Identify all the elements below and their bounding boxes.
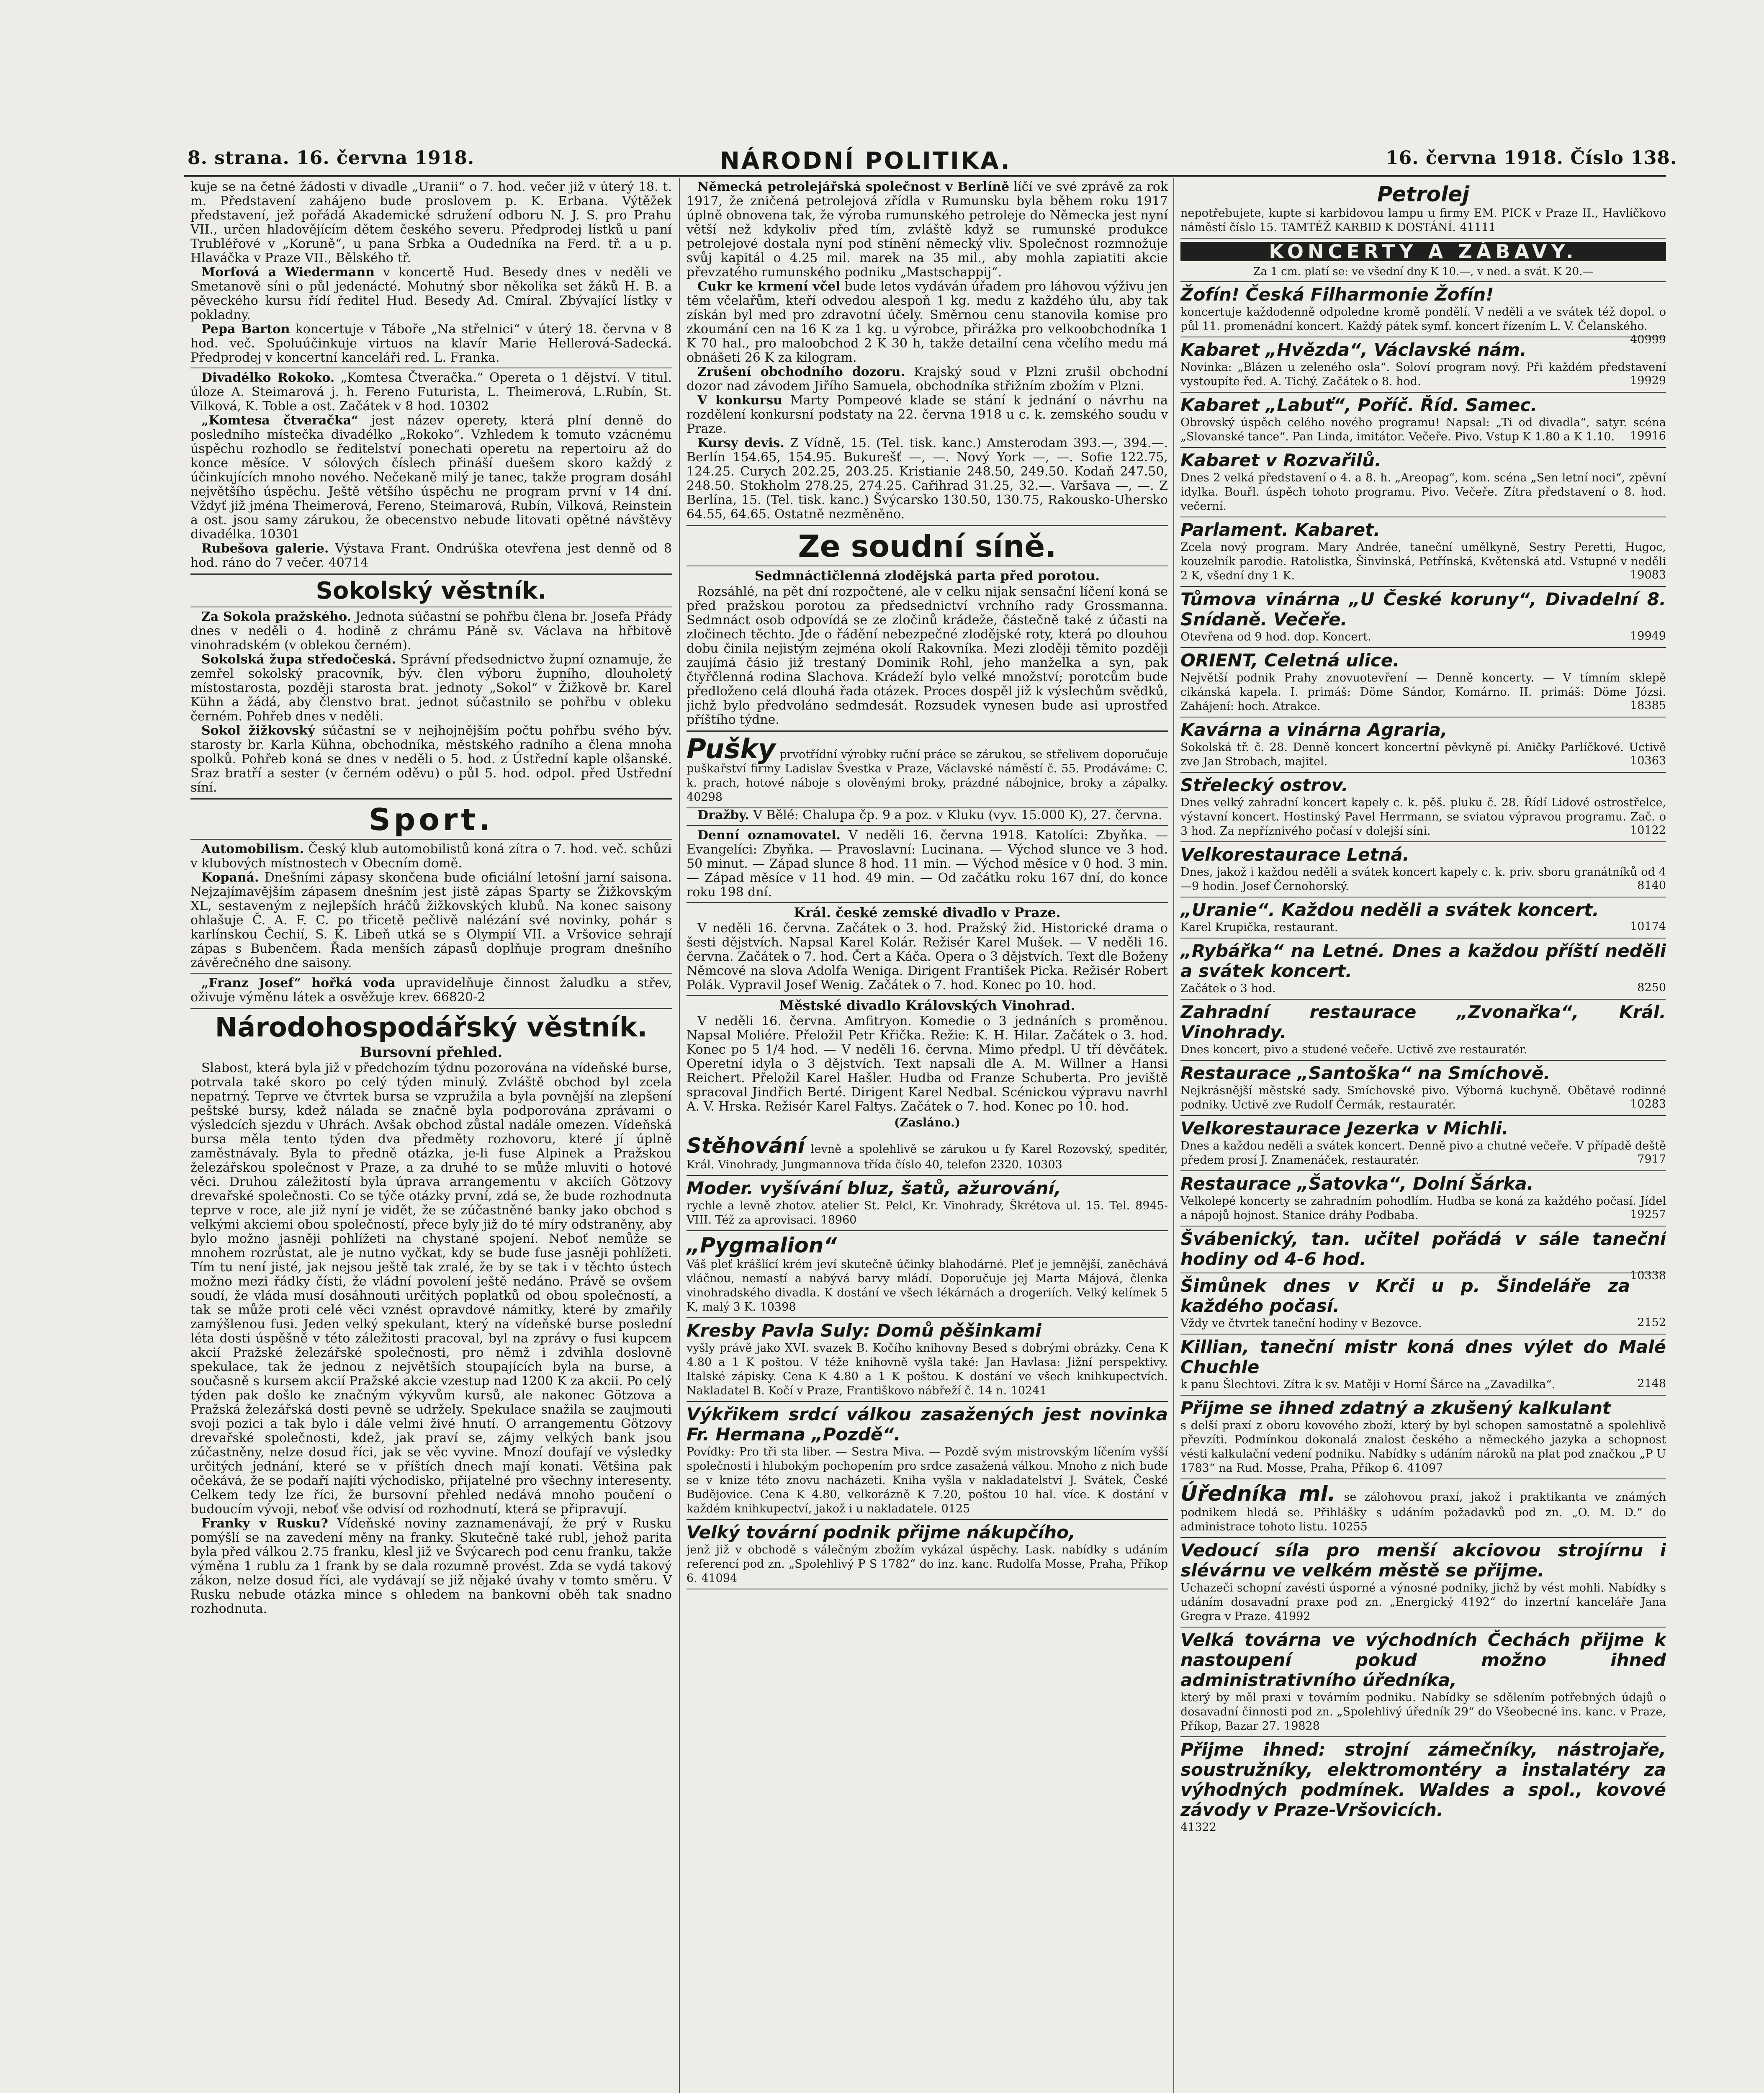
ad-heading: Přijme se ihned zdatný a zkušený kalkulant (1180, 1398, 1611, 1418)
article-text: Správní předsednictvo župní oznamuje, že zemřel sokolský pracovník, býv. člen výboru župního, dlouholetý místostarosta, později starosta brat. jednoty „Sokol“ v Žižkově br. Karel Kühn a žádá, aby členstvo brat. jednot súčastnilo se pohřbu v obleku černém. Pohřeb dnes v neděli. (190, 652, 672, 724)
ad-text: prvotřídní výrobky ruční práce se zárukou, se střelivem doporučuje puškařství firmy Ladislav Švestka v Praze, Václavské náměstí č. 55. Prodáváme: C. k. prach, hotové náboje s olověnými broky, prázdné nábojnice, broky a zápalky. (687, 748, 1168, 789)
ad-heading: Restaurace „Šatovka“, Dolní Šárka. (1180, 1173, 1534, 1194)
ad-text: se zálohovou praxí, jakož i praktikanta ve známých podnikem hledá se. Přihlášky s udáním požadavků pod zn. „O. M. D.“ do administrace tohoto listu. (1180, 1491, 1666, 1533)
ad-text: vyšly právě jako XVI. svazek B. Kočího knihovny Besed s dobrými obrázky. Cena K 4.80 a 1 K poštou. V téže knihovně vyšla také: Jan Havlasa: Jižní perspektivy. Italské zápisky. Cena K 4.80 a 1 K poštou. K dostání ve všech knihkupectvích. Nakladatel B. Kočí v Praze, Františkovo nábřeží č. 14 n. (687, 1342, 1168, 1397)
article (190, 414, 672, 542)
column-1 (190, 180, 672, 2093)
ad-text: Dnes, jakož i každou neděli a svátek koncert kapely c. k. priv. sboru granátníků od 4—9 hodin. Josef Černohorský. (1180, 866, 1666, 893)
article-title: Král. české zemské divadlo v Praze. (794, 905, 1061, 921)
ad-block (687, 735, 1168, 808)
article-title: Za Sokola pražského. (201, 609, 352, 624)
article (687, 436, 1168, 522)
article (190, 1517, 672, 1616)
article (687, 180, 1168, 280)
ad-heading: Tůmova vinárna „U České koruny“, Divadelní 8. Snídaně. Večeře. (1180, 589, 1666, 630)
ad-text: Sokolská tř. č. 28. Denně koncert koncertní pěvkyně pí. Aničky Parlíčkové. Uctivě zve Jan Strobach, majitel. (1180, 741, 1666, 768)
ad-text: Začátek o 3 hod. (1180, 982, 1276, 995)
ad-block (1180, 1479, 1666, 1538)
article (687, 828, 1168, 900)
article-text: upravidelňuje činnost žaludku a střev, oživuje výměnu látek a osvěžuje krev. (190, 976, 672, 1005)
article-title: Německá petrolejářská společnost v Berlíně (697, 180, 1010, 194)
divider (687, 730, 1168, 732)
ad-heading: Kabaret v Rozvařilů. (1180, 450, 1381, 471)
article-text: súčastní se v nejhojnějším počtu pohřbu svého býv. starosty br. Karla Kühna, obchodníka, městského radního a člena mnoha spolků. Pohřeb koná se dnes v neděli o 5. hod. z Ústřední kaple olšanské. Sraz bratří a sester (v černém oděvu) o půl 5. hod. odpol. před Ústřední síní. (190, 723, 672, 795)
article-text: Krajský soud v Plzni zrušil obchodní dozor nad závodem Jiřího Samuela, obchodníka střižním zbožím v Plzni. (687, 365, 1168, 393)
divider (687, 902, 1168, 903)
article-text: Český klub automobilistů koná zítra o 7. hod. več. schůzi v klubových místnostech v Obecním domě. (190, 842, 672, 871)
article-title: „Komtesa čtveračka“ (201, 413, 359, 428)
article-text: v koncertě Hud. Besedy dnes v neděli ve Smetanově síni o půl jedenácté. Mohutný sbor několika set žáků H. B. a pěveckého kursu řídí ředitel Hud. Besedy Ad. Cmíral. Zbývající lístky v pokladny. (190, 265, 672, 322)
concert-ad (1180, 648, 1666, 717)
divider (190, 798, 672, 800)
ad-heading: ORIENT, Celetná ulice. (1180, 650, 1400, 671)
article-text: V neděli 16. června. Amfitryon. Komedie o 3 jednáních s proměnou. Napsal Moliére. Přeložil Petr Křička. Režie: K. H. Hilar. Začátek o 3. hod. Konec po 5 1/4 hod. — V neděli 16. června. Mimo předpl. U tří děvčátek. Operetní idyla o 3 dějstvích. Text napsali dle A. M. Willner a Hansi Reichert. Přeložil Karel Hašler. Hudba od Franze Schuberta. Pro jeviště spracoval Jindřich Berté. Dirigent Karel Nedbal. Scénickou výpravu navrhl A. V. Hrska. Režisér Karel Faltys. Začátek o 7. hod. Konec po 10. hod. (687, 1014, 1168, 1114)
section-banner-concerts: KONCERTY A ZÁBAVY. (1180, 242, 1666, 261)
ad-heading: Velká továrna ve východních Čechách přijme k nastoupení pokud možno ihned administrativního úředníka, (1180, 1630, 1666, 1690)
ad-code: 10241 (1011, 1384, 1047, 1397)
divider (190, 573, 672, 575)
ad-code: 10363 (1630, 754, 1666, 767)
ad-text: Vždy ve čtvrtek taneční hodiny v Bezovce. (1180, 1317, 1422, 1330)
ad-text: Povídky: Pro tři sta liber. — Sestra Miva. — Pozdě svým mistrovským líčením vyšší společnosti i hlubokým pochopením pro srdce zasažená válkou. Mnoho z nich bude se v knize této znovu nacházeti. Kniha vyšla v nakladatelství J. Svátek, České Budějovice. Cena K 4.80, velkorázně K 7.20, poštou 10 hal. více. K dostání v každém knihkupectví, jakož i u nakladatele. (687, 1445, 1168, 1515)
article-title: Pepa Barton (201, 322, 290, 337)
concert-ad (1180, 1171, 1666, 1226)
ad-text: jenž již v obchodě s válečným zbožím vykázal úspěchy. Lask. nabídky s udáním referencí pod zn. „Spolehlivý P S 1782“ do inz. kanc. Rudolfa Mosse, Praha, Příkop 6. (687, 1543, 1168, 1585)
article-text: Jednota súčastní se pohřbu člena br. Josefa Přády dnes v neděli o 4. hodině z chrámu Páně sv. Václava na hřbitově vinohradském (v oblekou černém). (190, 609, 672, 653)
ad-text: Karel Krupička, restaurant. (1180, 921, 1338, 934)
ad-text: Nejkrásnější městské sady. Smíchovské pivo. Výborná kuchyně. Obětavé rodinné podniky. Uctivě zve Rudolf Čermák, restauratér. (1180, 1084, 1666, 1111)
concert-ad (1180, 1334, 1666, 1396)
ad-code: 19929 (1630, 374, 1666, 387)
ad-code: 2152 (1637, 1316, 1666, 1329)
article (190, 842, 672, 871)
ad-heading: Žofín! Česká Filharmonie Žofín! (1180, 284, 1494, 305)
ad-code: 0125 (941, 1502, 970, 1515)
article-title: Městské divadlo Královských Vinohrad. (779, 998, 1075, 1013)
concert-ad (1180, 1226, 1666, 1282)
article-title: Dražby. (697, 808, 749, 823)
ad-code: 40298 (687, 791, 723, 804)
article-text: V neděli 16. června. Začátek o 3. hod. Pražský žid. Historické drama o šesti dějstvích. Napsal Karel Kolár. Režisér Karel Mušek. — V neděli 16. června. Začátek o 7. hod. Čert a Káča. Opera o 3 dějstvích. Text dle Boženy Němcové na slova Adolfa Wenigа. Dirigent František Picka. Režisér Robert Polák. Vypravil Josef Wenig. Začátek o 7. hod. Konec po 10. hod. (687, 921, 1168, 993)
divider (687, 825, 1168, 826)
ad-text: Zcela nový program. Mary Andrée, taneční umělkyně, Sestry Peretti, Hugoс, kouzelník parodie. Ratolistka, Šinvinská, Petřínská, Květenská atd. Vstupné v neděli 2 K, všední dny 1 K. (1180, 541, 1666, 582)
concert-ad (1180, 773, 1666, 842)
ad-heading: Výkřikem srdcí válkou zasažených jest novinka Fr. Hermana „Pozdě“. (687, 1404, 1168, 1445)
ad-heading: Pušky (687, 734, 776, 765)
article-text: bude letos vydáván úřadem pro láhovou výživu jen těm včelařům, kteří odvedou alespoň 1 kg. medu z každého úlu, aby tak získán byl med pro zdravotní účely. Směrnou cenu stanovila komise pro zkoumání cen na 16 K za 1 kg. u výrobce, přirážka pro velkoobchodníka 1 K 70 hal., pro maloobchod 2 K 30 h, takže detailní cena včelího medu má obnášeti 26 K za kilogram. (687, 279, 1168, 365)
article-title: Morfová a Wiedermann (201, 265, 375, 280)
ad-text: Váš pleť krášlící krém jeví skutečně účinky blahodárné. Pleť je jemnější, zaněchává vláčnou, nemastí a nabývá barvy mládí. Doporučuje jej Marta Májová, členka vinohradského divadla. K dostání ve všech lékárnách a drogeriích. Velký kelímek 5 K, malý 3 K. (687, 1258, 1168, 1314)
concert-ad (1180, 842, 1666, 897)
ad-code: 8140 (1637, 879, 1666, 892)
zaslano-label: (Zasláno.) (894, 1116, 960, 1129)
ad-text: k panu Šlechtovi. Zítra k sv. Matěji v Horní Šárce na „Zavadilka“. (1180, 1378, 1556, 1391)
ad-heading: Restaurace „Santoška“ na Smíchově. (1180, 1063, 1551, 1083)
ad-text: Uchazeči schopní zavésti úsporné a výnosné podniky, jichž by vést mohli. Nabídky s udáním dosavadní praxe pod zn. „Energický 4192“ do inzertní kanceláře Jana Gregra v Praze. (1180, 1581, 1666, 1623)
ad-text: Dnes velký zahradní koncert kapely c. k. pěš. pluku č. 28. Řídí Lidové ostrostřelce, výstavní koncert. Hostinský Pavel Herrmann, se sviatou výpravou programu. Zač. o 3 hod. Za nepříznivého počasí v dolejší síni. (1180, 796, 1666, 838)
article (687, 808, 1168, 823)
ad-heading: Zahradní restaurace „Zvonařka“, Král. Vinohrady. (1180, 1002, 1666, 1042)
ad-text: Otevřena od 9 hod. dop. Koncert. (1180, 630, 1371, 643)
ad-text: Dnes 2 velká představení o 4. a 8. h. „Areopag“, kom. scéna „Sen letní noci“, zpěvní idylka. Bouřl. úspěch tohoto programu. Pivo. Večeře. Zítra představení o 8. hod. večerní. (1180, 471, 1666, 513)
article (190, 371, 672, 414)
ad-block (687, 1231, 1168, 1318)
ad-code: 7917 (1637, 1153, 1666, 1166)
ad-text: Obrovský úspěch celého nového programu! Napsal: „Ti od divadla“, satyr. scéna „Slovanské tance“. Pan Linda, imitátor. Večeře. Pivo. Vstup K 1.80 a K 1.10. (1180, 416, 1666, 443)
ad-block (1180, 1396, 1666, 1479)
article (190, 610, 672, 653)
ad-heading: Šimůnek dnes v Krči u p. Šindeláře za každého počasí. (1180, 1275, 1630, 1316)
masthead-title: NÁRODNÍ POLITIKA. (720, 147, 1011, 175)
article (190, 542, 672, 570)
ad-text: Novinka: „Blázen u zeleného osla“. Soloví program nový. Při každém představení vystoupíte řed. A. Tichý. Začátek o 8. hod. (1180, 361, 1666, 388)
ad-text: s delší praxí z oboru kovového zboží, který by byl schopen samostatně a spolehlivě převzíti. Podmínkou dokonalá znalost českého a německého jazyka a schopnost vésti kalkulační vedení podniku. Nabídky s udáním nároků na plat pod značkou „P U 1783“ na Rud. Mosse, Praha, Příkop 6. (1180, 1419, 1666, 1475)
ad-code: 19949 (1630, 630, 1666, 643)
ad-heading: Velkorestaurace Jezerka v Michli. (1180, 1118, 1509, 1139)
ad-code: 19828 (1284, 1720, 1320, 1733)
article-title: Rubešova galerie. (201, 541, 329, 556)
ad-code: 10283 (1630, 1098, 1666, 1111)
article-title: Automobilism. (201, 842, 304, 856)
section-title-sokol: Sokolský věstník. (316, 577, 547, 604)
concert-ad (1180, 517, 1666, 587)
ad-code: 10255 (1331, 1520, 1368, 1533)
article-text: Vídeňské noviny zaznamenávají, že prý v Rusku pomýšlí se na zavedení měny na franky. Skutečně také rubl, jehož parita byla před válkou 2.75 franku, klesl již ve Švýcarech pod cenu franku, takže výměna 1 rublu za 1 frank by se dala rozumně provést. Zda se vydá takový zákon, nelze dosud říci, ale vydávají se již nějaké úvahy v tomto směru. V Rusku nebude otázka mince s ohledem na bankovní oběh tak snadno rozhodnuta. (190, 1516, 672, 1616)
ad-block (687, 1318, 1168, 1402)
divider (190, 839, 672, 840)
ad-heading: Střelecký ostrov. (1180, 775, 1348, 795)
ad-heading: Švábenický, tan. učitel pořádá v sále taneční hodiny od 4-6 hod. (1180, 1229, 1666, 1269)
article (190, 724, 672, 795)
article-title: Kursy devis. (697, 436, 784, 450)
article (190, 265, 672, 322)
ad-code: 18960 (820, 1214, 857, 1226)
article-text: jest název operety, která plní denně do posledního místečka divadélko „Rokoko“. Vzhledem k tomuto vzácnému úspěchu rozhodlo se ředitelství ponechati operetu na repertoiru až do konce měsíce. V sólových číslech přináší duešem skoro každý z účinkujících mnoho nového. Nečekaně milý je tanec, takže program dosáhl největšího úspěchu. Ještě většího úspěchu ne program první v 14 dní. Vždyť již jména Theimerová, Fereno, Steimarová, Rubín, Vilková, Reinstein a ost. jsou samy zárukou, že obecenstvo nebude litovati opětné návštěvy divadélka. (190, 413, 672, 542)
ad-block (1180, 1628, 1666, 1737)
ad-code: 40714 (328, 555, 369, 570)
article-title: Sokol žižkovský (201, 723, 315, 738)
ad-text: Dnes a každou neděli a svátek koncert. Denně pivo a chutné večeře. V případě deště předem prosí J. Znamenáček, restauratér. (1180, 1139, 1666, 1167)
header-page-date: 8. strana. 16. června 1918. (188, 147, 475, 169)
ad-code: 66820-2 (433, 990, 486, 1005)
ad-code: 41322 (1180, 1821, 1216, 1834)
article-title: Divadélko Rokoko. (201, 370, 335, 385)
ad-heading: Kabaret „Hvězda“, Václavské nám. (1180, 339, 1527, 360)
article-title: Denní oznamovatel. (697, 828, 841, 843)
ad-code: 10302 (449, 399, 489, 414)
ad-code: 41992 (1274, 1610, 1311, 1623)
ad-code: 10338 (1630, 1269, 1666, 1282)
ad-code: 19916 (1630, 429, 1666, 442)
article (687, 393, 1168, 436)
ad-heading: Kavárna a vinárna Agraria, (1180, 720, 1448, 740)
article-subtitle: Bursovní přehled. (360, 1044, 503, 1061)
ad-code: 10303 (1026, 1158, 1062, 1171)
article-title: Zrušení obchodního dozoru. (697, 365, 905, 379)
article (687, 280, 1168, 365)
article-text: Dnešními zápasy skončena bude oficiální letošní jarní saisona. Nejzajímavějším zápasem dnešním jest jistě zápas Sparty se Žižkovským XL, sestaveným z nejlepších hráčů žižkovských klubů. Na konec saisony ohlašuje Č. A. F. C. po třicetě pečlivě nalézání své novinky, pohár s karlínskou Čechií, S. K. Libeň utká se s Olympií VII. a Vršovice sehrají zápas s Bubenčem. Řada menších zápasů doplňuje program dnešního závěrečného dne saisony. (190, 870, 672, 970)
ad-heading: Petrolej (1377, 182, 1470, 206)
ad-text: Největší podnik Prahy znovuotevření — Denně koncerty. — V tímním sklepě cikánská kapela. I. primáš: Döme Sándor, Komárno. II. primáš: Döme Józsi. Zahájení: hoch. Atrakce. (1180, 671, 1666, 713)
article-text: kuje se na četné žádosti v divadle „Uranii“ o 7. hod. večer již v úterý 18. t. m. Představení zahájeno bude proslovem p. K. Erbana. Výtěžek představení, jež pořádá Akademické sdružení odboru N. J. S. pro Prahu VII., určen hladovějícím dětem českého severu. Předprodej lístků u paní Trubléřové v „Koruně“, u pana Srbka a Oudedníka na Ferd. tř. a u p. Hlaváčka v Praze VII., Bělského tř. (190, 180, 672, 265)
article (687, 365, 1168, 393)
article-title: Sokolská župa středočeská. (201, 652, 396, 667)
ad-rate-note: Za 1 cm. platí se: ve všední dny K 10.—, v ned. a svát. K 20.— (1180, 265, 1666, 282)
article-text: „Komtesa Čtveračka.“ Opereta o 1 dějství. V titul. úloze A. Steimarová j. h. Fereno Futurista, L. Theimerová, L.Rubín, St. Vilková, K. Toble a ost. Začátek v 8 hod. (190, 370, 672, 414)
divider (190, 973, 672, 974)
ad-text: Dnes koncert, pivo a studené večeře. Uctivě zve restauratér. (1180, 1043, 1527, 1056)
ad-text: levně a spolehlivě se zárukou u fy Karel Rozovský, speditér, Král. Vinohrady, Jungmannova třída číslo 40, telefon 2320. (687, 1143, 1168, 1171)
article-title: V konkursu (697, 393, 782, 408)
article (190, 976, 672, 1005)
concert-ad (1180, 1273, 1666, 1334)
ad-text: rychle a levně zhotov. atelier St. Pelcl, Kr. Vinohrady, Škrétova ul. 15. Tel. 8945-VIII. Též za aprovisaci. (687, 1199, 1168, 1226)
ad-block (687, 1402, 1168, 1520)
column-divider (679, 178, 680, 2093)
ad-heading: „Pygmalion“ (687, 1233, 837, 1257)
column-2 (687, 180, 1168, 2093)
ad-code: 41097 (1407, 1462, 1443, 1475)
article-title: Kopaná. (201, 870, 259, 885)
ad-heading: Přijme ihned: strojní zámečníky, nástrojaře, soustružníky, elektromontéry a instalatéry za výhodných podmínek. Waldes a spol., kovové závody v Praze-Vršovicích. (1180, 1739, 1666, 1820)
column-divider (1173, 178, 1174, 2093)
ad-block (687, 1131, 1168, 1176)
ad-code: 19083 (1630, 568, 1666, 581)
ad-heading: Vedoucí síla pro menší akciovou strojírnu i slévárnu ve velkém městě se přijme. (1180, 1540, 1666, 1581)
divider (687, 995, 1168, 996)
article-subtitle: Sedmnáctičlenná zlodějská parta před porotou. (754, 568, 1100, 584)
ad-text: koncertuje každodenně odpoledne kromě pondělí. V neděli a ve svátek též dopol. o půl 11. promenádní koncert. Každý pátek symf. koncert řízením L. V. Čelanského. (1180, 306, 1666, 333)
ad-heading: Kresby Pavla Suly: Domů pěšinkami (687, 1320, 1041, 1341)
header-rule (184, 175, 1666, 177)
section-title-economy: Národohospodářský věstník. (215, 1012, 648, 1043)
article-text: líčí ve své zprávě za rok 1917, že zničená petrolejová zřídla v Rumunsku byla během roku 1917 úplně obnovena tak, že výroba rumunského petroleje do Německa jest nyní větší než kdykoliv před tím, zvláště když se rumunské produkce petrolejové dostala nyní pod stínění německý vliv. Společnost rozmnožuje svůj kapitál o 4.25 mil. marek na 35 mil., aby mohla zapiatiti akcie převzatého rumunského podniku „Mastschappij“. (687, 180, 1168, 280)
ad-heading: Velký tovární podnik přijme nákupčího, (687, 1522, 1075, 1543)
concert-ad (1180, 282, 1666, 346)
divider (687, 525, 1168, 526)
article (190, 871, 672, 970)
concert-ad (1180, 393, 1666, 448)
header-issue-number: 16. června 1918. Číslo 138. (1386, 147, 1677, 169)
concert-ad (1180, 448, 1666, 517)
article-text: V Bělé: Chalupa čp. 9 a poz. v Kluku (vyv. 15.000 K), 27. června. (753, 808, 1162, 823)
ad-code: 10174 (1630, 920, 1666, 933)
concert-ad (1180, 939, 1666, 1000)
ad-text: nepotřebujete, kupte si karbidovou lampu u firmy EM. PICK v Praze II., Havlíčkovo náměstí číslo 15. TAMTÉŽ KARBID K DOSTÁNÍ. (1180, 207, 1666, 234)
article-text: Výstava Frant. Ondrúška otevřena jest denně od 8 hod. ráno do 7 večer. (190, 541, 672, 570)
ad-code: 40999 (1630, 333, 1666, 346)
ad-text: který by měl praxi v továrním podniku. Nabídky se sdělením potřebných údajů o dosavadní činnosti pod zn. „Spolehlivý úředník 29“ do Všeobecné ins. kanc. v Praze, Příkop, Bazar 27. (1180, 1691, 1666, 1733)
article-title: „Franz Josef“ hořká voda (201, 976, 396, 990)
ad-code: 2148 (1637, 1377, 1666, 1390)
article-title: Cukr ke krmení včel (697, 279, 841, 294)
column-3 (1180, 180, 1666, 2093)
section-title-court: Ze soudní síně. (798, 529, 1057, 564)
ad-block (1180, 180, 1666, 239)
ad-heading: „Uranie“. Každou neděli a svátek koncert. (1180, 900, 1599, 920)
ad-heading: Parlament. Kabaret. (1180, 519, 1381, 540)
section-title-sport: Sport. (368, 802, 494, 837)
ad-code: 10301 (260, 527, 300, 542)
concert-ad (1180, 717, 1666, 773)
article-title: Franky v Rusku? (201, 1516, 328, 1531)
concert-ad (1180, 1116, 1666, 1171)
divider (190, 1008, 672, 1009)
ad-block (687, 1520, 1168, 1589)
concert-ad (1180, 587, 1666, 648)
ad-code: 10398 (760, 1301, 796, 1314)
ad-heading: Úředníka ml. (1180, 1481, 1336, 1506)
ad-code: 41111 (1460, 221, 1496, 234)
article-text: Rozsáhlé, na pět dní rozpočtené, ale v celku nijak sensační líčení koná se před pražskou porotou za předsednictví vrchního rady Grossmanna. Sedmnáct osob odpovídá se ze zločinů krádeže, částečně také z účasti na zločinech těchto. Jde o řádění nebezpečné zlodějské roty, která po dlouhou dobu činila nejistým zejména okolí Rakovníka. Mezi zloději těmito později zaujímá čásio již trestaný Dominik Rohl, jeho manželka a syn, pak čtyřčlenná rodina Slachova. Krádeží bylo velké množství; porotcům bude předloženo celá dlouhá řada otázek. Proces dospěl již k výslechům svědků, jichž bylo předvoláno sedmdesát. Rozsudek vynesen bude asi uprostřed příštího týdne. (687, 584, 1168, 727)
ad-heading: Velkorestaurace Letná. (1180, 844, 1409, 865)
ad-code: 41094 (701, 1572, 738, 1585)
article-text: Slabost, která byla již v předchozím týdnu pozorována na vídeňské burse, potrvala také skoro po celý týden minulý. Zvláště obchod byl zcela nepatrný. Teprve ve čtvrtek bursa se vzpružila a byla povnější na zlepšení peštské bursy, kdež nálada se značně byla podporována zprávami o výsledcích sjezdu v Uhrách. Avšak obchod zůstal nadále omezen. Vídeňská bursa měla tento týden dva předměty rozhovoru, které jí úplně zaměstnávaly. Byla to předně otázka, je-li fuse Alpinek a Pražskou železářskou společnost v Praze, a za druhé to se může mluviti o hotové věci. Druhou záležitostí byla úprava arrangementu v akciích Götzovy drevařské společnosti. Co se týče otázky první, zdá se, že bude rozhodnuta teprve v roce, ale již nyní je vidět, že se zúčastněné banky jako obchod s velkými akciemi obou společností, přece byly již do té míry odstraněny, aby bylo možno jasněji pohlížeti na chystané spojení. Neboť nemůže se mnohem rozrůstat, ale je nutno vyčkat, kdy se bude fuse jasněji pohlížeti. Tím tu není jisté, jak nejsou ještě tak zralé, že by se tak i v těchto ústech možno mezi řádky čísti, že vládní povolení ještě nedáno. Právě se ovšem soudí, že vláda musí dosáhnouti určitých poplatků od obou společností, a tak se může proti celé věci vznést opravdové námitky, které by zmařily zamýšlenou fusi. Jeden velký spekulant, který na vídeňské burse poslední léta dosti úspěšně v této záležitosti pracoval, byl na zprávy o fusi kupcem akcií Pražské železářské společnosti, pro němž i zdvihla doslovně spekulace, tak že jednou z největších stoupajících byla na burse, a současně s kursem akcií Pražské akcie vzestup nad 1200 K za akcii. Po celý týden pak došlo ke značným výkyvům kursů, ale nakonec Götzova a Pražská železářská dosti pevně se udržely. Spekulace snažila se zaujmouti svoji pozici a tak bylo i dále velmi živé hnutí. O arrangementu Götzovy drevařské společnosti, kdež, jak praví se, zájmy velkých bank jsou zúčastněny, nelze dosud říci, jak se věc vyvine. Mnozí doufají ve výsledky určitých jednání, které se v příštích dnech mají konati. Většina pak očekává, že se podaří najíti východisko, přijatelné pro všechny interesenty. Celkem tedy lze říci, že bursovní přehled nedává mnoho poučení o budoucím vývoji, neboť vše odvisí od rozhodnutí, která se připravují. (190, 1061, 672, 1517)
article-text: Z Vídně, 15. (Tel. tisk. kanc.) Amsterodam 393.—, 394.—. Berlín 154.65, 154.95. Bukurešť —, —. Nový York —, —. Sofie 122.75, 124.25. Curych 202.25, 203.25. Kristianie 248.50, 249.50. Kodaň 247.50, 248.50. Stokholm 278.25, 274.25. Cařihrad 31.25, 32.—. Varšava —, —. Z Berlína, 15. (Tel. tisk. kanc.) Švýcarsko 130.50, 130.75, Rakousko-Uhersko 64.55, 64.65. Ostatně nezměněno. (687, 436, 1168, 522)
ad-text: Velkolepé koncerty se zahradním pohodlím. Hudba se koná za každého počasí. Jídel a nápojů hojnost. Stanice dráhy Podbaba. (1180, 1195, 1666, 1222)
ad-heading: Moder. vyšívání bluz, šatů, ažurování, (687, 1178, 1061, 1198)
ad-code: 18385 (1630, 699, 1666, 712)
ad-block (687, 1176, 1168, 1231)
article (190, 653, 672, 724)
concert-ad (1180, 897, 1666, 939)
ad-code: 10122 (1630, 824, 1666, 837)
ad-heading: Killian, taneční mistr koná dnes výlet do Malé Chuchle (1180, 1337, 1666, 1377)
ad-heading: Kabaret „Labuť“, Poříč. Říd. Samec. (1180, 395, 1538, 415)
concert-ads-list (1180, 282, 1666, 1396)
ad-heading: Stěhování (687, 1134, 805, 1158)
article (190, 322, 672, 365)
ad-code: 19257 (1630, 1208, 1666, 1221)
article-text: Marty Pompeové klade se stání k jednání o návrhu na rozdělení konkursní podstaty na 22. června 1918 u c. k. zemského soudu v Praze. (687, 393, 1168, 436)
concert-ad (1180, 1000, 1666, 1061)
ad-block (1180, 1538, 1666, 1628)
concert-ad (1180, 1061, 1666, 1116)
concert-ad (1180, 337, 1666, 393)
ad-block (1180, 1737, 1666, 1838)
article-text: V neděli 16. června 1918. Katolíci: Zbyňka. — Evangelíci: Zbyňka. — Pravoslavní: Lucinana. — Východ slunce ve 3 hod. 50 minut. — Západ slunce 8 hod. 11 min. — Východ měsíce v 0 hod. 3 min. — Západ měsíce v 11 hod. 49 min. — Od začátku roku 167 dní, do konce roku 198 dní. (687, 828, 1168, 900)
ad-heading: „Rybářka“ na Letné. Dnes a každou příští neděli a svátek koncert. (1180, 941, 1666, 981)
article-text: koncertuje v Táboře „Na střelnici“ v úterý 18. června v 8 hod. več. Spoluúčinkuje virtuos na klavír Marie Hellerová-Sadecká. Předprodej v koncertní kanceláři red. L. Franka. (190, 322, 672, 365)
ad-code: 8250 (1637, 981, 1666, 994)
